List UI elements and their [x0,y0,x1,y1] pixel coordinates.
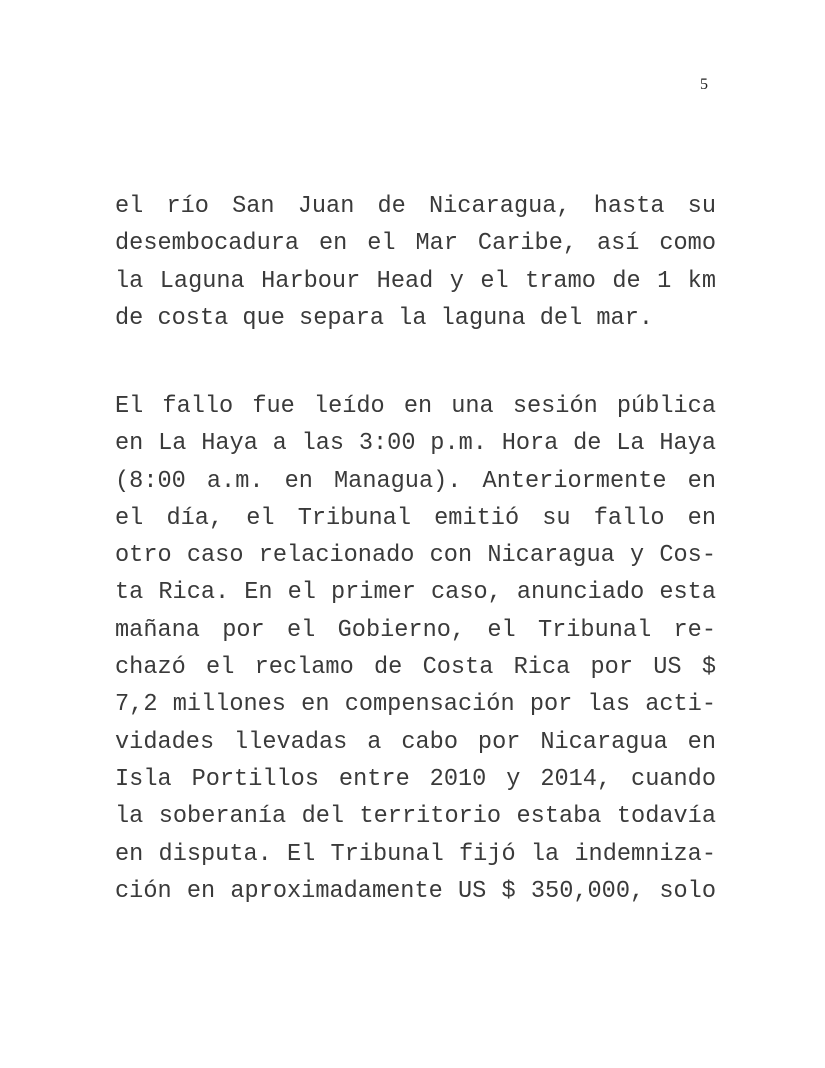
text-line: en disputa. El Tribunal fijó la indemniza- [115,840,716,868]
text-line: El fallo fue leído en una sesión pública [115,393,716,420]
paragraph-2 [115,388,716,910]
text-line: Isla Portillos entre 2010 y 2014, cuando [115,765,716,793]
text-line: ta Rica. En el primer caso, anunciado esta [115,579,716,607]
text-line: el día, el Tribunal emitió su fallo en [115,504,716,532]
text-line: (8:00 a.m. en Managua). Anteriormente en [115,467,716,495]
paragraph-1 [115,188,716,337]
text-line: el río San Juan de Nicaragua, hasta su [115,193,716,220]
text-line: desembocadura en el Mar Caribe, así como [115,230,716,258]
text-line: la Laguna Harbour Head y el tramo de 1 km [115,267,716,295]
text-line: 7,2 millones en compensación por las acti- [115,691,716,719]
text-line: la soberanía del territorio estaba todavía [115,803,716,831]
page-number: 5 [700,76,708,93]
text-line: otro caso relacionado con Nicaragua y Cos- [115,542,716,570]
text-line: vidades llevadas a cabo por Nicaragua en [115,728,716,756]
text-line: mañana por el Gobierno, el Tribunal re- [115,616,716,644]
text-line: chazó el reclamo de Costa Rica por US $ [115,654,716,682]
text-line: de costa que separa la laguna del mar. [115,304,654,332]
text-line: ción en aproximadamente US $ 350,000, solo [115,877,716,905]
text-line: en La Haya a las 3:00 p.m. Hora de La Haya [115,430,716,458]
